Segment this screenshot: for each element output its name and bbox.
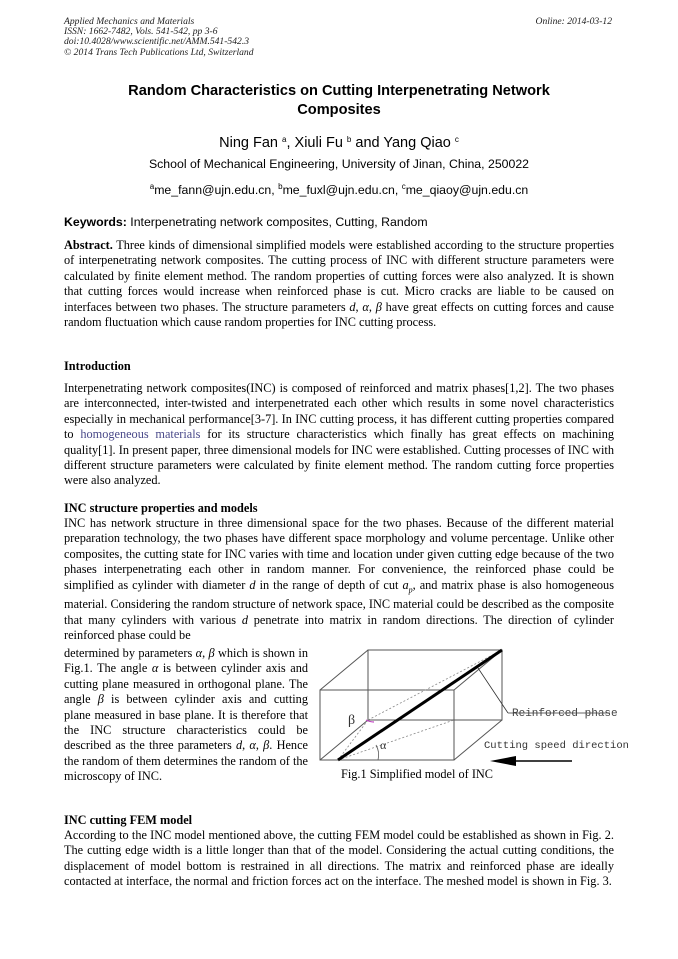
- email-address[interactable]: me_qiaoy@ujn.edu.cn: [405, 183, 529, 197]
- param-d: d: [249, 577, 256, 592]
- structure-text: is between cylinder axis and cutting plane measured in orthogonal plane. The angle: [64, 661, 308, 707]
- keywords: [64, 215, 428, 230]
- author-mark: c: [454, 135, 459, 144]
- affiliation: School of Mechanical Engineering, University of Jinan, China, 250022: [148, 157, 530, 171]
- fem-paragraph: According to the INC model mentioned above, the cutting FEM model could be established as shown in Fig. 2. The cutting edge width is a little longer than that of the model. Considering the actual cutting conditions, the displacement of model bottom is restrained in all directions. The matrix and reinforced phase are ideally contacted at interface, the normal and friction forces act on the interface. The meshed model is shown in Fig. 3.: [64, 828, 614, 889]
- structure-text: in the range of depth of cut: [255, 577, 403, 592]
- section-heading-structure: INC structure properties and models: [64, 501, 258, 515]
- cutting-speed-arrowhead: [490, 756, 516, 766]
- cutting-speed-label: Cutting speed direction: [484, 740, 629, 752]
- abstract-paragraph: [64, 238, 614, 330]
- structure-text: INC has network structure in three dimensional space for the two phases. Because of the different material preparation technology, the two phases have different space morphology and volume percentage. Unlike other composites, the cutting state for INC varies with time and location under given cutting edge because of the two phases interpenetrating each other in random manner. For convenience, the reinforced phase could be simplified as cylinder with diameter: [64, 516, 614, 592]
- param-alpha: α: [362, 299, 369, 314]
- email-address[interactable]: me_fann@ujn.edu.cn,: [154, 183, 279, 197]
- email-mark: c: [401, 182, 406, 191]
- box-edge: [320, 720, 368, 760]
- abstract-label: Abstract.: [64, 238, 113, 252]
- box-front-face: [320, 690, 454, 760]
- reinforced-phase-cylinder: [338, 650, 502, 760]
- keywords-label: Keywords:: [64, 215, 127, 229]
- comma: ,: [255, 738, 264, 753]
- alpha-symbol: α: [380, 738, 387, 752]
- projection-line: [338, 720, 454, 760]
- email-address[interactable]: me_fuxl@ujn.edu.cn,: [282, 183, 402, 197]
- comma: ,: [355, 299, 363, 314]
- author-mark: b: [346, 135, 352, 144]
- param-alpha: α: [151, 661, 159, 676]
- param-beta: β: [263, 738, 270, 753]
- reinforced-leader-line: [478, 668, 508, 713]
- param-beta: β: [208, 646, 215, 660]
- projection-line: [368, 650, 502, 720]
- author-conjunction: and: [351, 135, 384, 151]
- comma: ,: [202, 646, 209, 660]
- author-separator: ,: [286, 135, 295, 151]
- reinforced-phase-label: Reinforced phase: [512, 708, 618, 720]
- author-name: Xiuli Fu: [294, 135, 343, 151]
- param-ap-subscript: p: [408, 585, 413, 595]
- abstract-text: Three kinds of dimensional simplified models were established according to the structure properties of interpenetrating network composites. The cutting process of INC with different structure parameters were calculated by finite element method. The random properties of cutting forces were also analyzed. It is shown that cutting forces would increase when reinforced phase is cut. Micro cracks are liable to be caused on interfaces between two phases. The structure parameters: [64, 238, 614, 314]
- structure-text: is between cylinder axis and cutting plane measured in base plane. It is therefore that the INC structure characteristics could be described as the three parameters: [64, 692, 308, 753]
- beta-symbol: β: [348, 713, 356, 728]
- structure-text: penetrate into matrix in random directions. The direction of cylinder reinforced phase could be: [64, 612, 614, 643]
- keywords-text: Interpenetrating network composites, Cutting, Random: [126, 215, 428, 229]
- email-list: [0, 179, 678, 198]
- intro-text: Interpenetrating network composites(INC) is composed of reinforced and matrix phases[1,2]. The two phases are interconnected, inter-twisted and interpenetrated each other which results in some novel characteristics especially in mechanical performance[3-7]. In INC cutting process, it has different cutting properties compared to: [64, 381, 614, 442]
- journal-header: [64, 17, 254, 58]
- paper-title: Random Characteristics on Cutting Interpenetrating Network Composites: [128, 83, 550, 118]
- abstract-text: have great effects on cutting forces and cause random fluctuation which cause random properties for INC cutting process.: [64, 299, 614, 330]
- email-mark: a: [149, 182, 155, 191]
- author-name: Ning Fan: [219, 135, 278, 151]
- param-ap: a: [402, 577, 409, 592]
- journal-name: Applied Mechanics and Materials: [64, 16, 195, 27]
- structure-text: which is shown in Fig.1. The angle: [64, 646, 308, 676]
- author-name: Yang Qiao: [383, 135, 451, 151]
- box-edge: [320, 650, 368, 690]
- alpha-angle-arc: [376, 745, 379, 760]
- author-mark: a: [282, 135, 287, 144]
- param-alpha: α: [195, 646, 203, 660]
- structure-paragraph-continued: [64, 646, 308, 785]
- figure-1-caption: Fig.1 Simplified model of INC: [341, 767, 493, 781]
- section-heading-introduction: Introduction: [64, 359, 131, 373]
- param-beta: β: [375, 299, 382, 314]
- email-mark: b: [278, 182, 283, 191]
- intro-text: for its structure characteristics which finally has great effects on machining quality[1]. In present paper, three dimensional models for INC were established. Cutting processes of INC with different structure parameters were calculated by finite element method. The random cutting force properties were also analyzed.: [64, 427, 615, 488]
- homogeneous-materials-link[interactable]: homogeneous materials: [80, 427, 201, 442]
- param-alpha: α: [249, 738, 256, 753]
- issn-line: ISSN: 1662-7482, Vols. 541-542, pp 3-6: [64, 26, 218, 38]
- online-date: Online: 2014-03-12: [535, 16, 612, 27]
- author-list: [0, 131, 678, 152]
- param-d: d: [235, 738, 243, 753]
- doi-line: doi:10.4028/www.scientific.net/AMM.541-542.3: [64, 36, 250, 48]
- structure-text: . Hence the random of them determines the random of the microscopy of INC.: [64, 738, 308, 784]
- param-beta: β: [97, 692, 104, 707]
- comma: ,: [368, 299, 376, 314]
- section-heading-fem: INC cutting FEM model: [64, 813, 193, 827]
- copyright-line: © 2014 Trans Tech Publications Ltd, Switzerland: [64, 46, 254, 58]
- param-d: d: [241, 612, 248, 627]
- structure-text: , and matrix phase is also homogeneous material. Considering the random structure of network space, INC material could be described as the composite that many cylinders with various: [64, 577, 614, 627]
- structure-paragraph: [64, 516, 614, 644]
- comma: ,: [242, 738, 250, 753]
- structure-text: determined by parameters: [64, 646, 196, 660]
- param-d: d: [349, 299, 356, 314]
- introduction-paragraph: [64, 381, 614, 489]
